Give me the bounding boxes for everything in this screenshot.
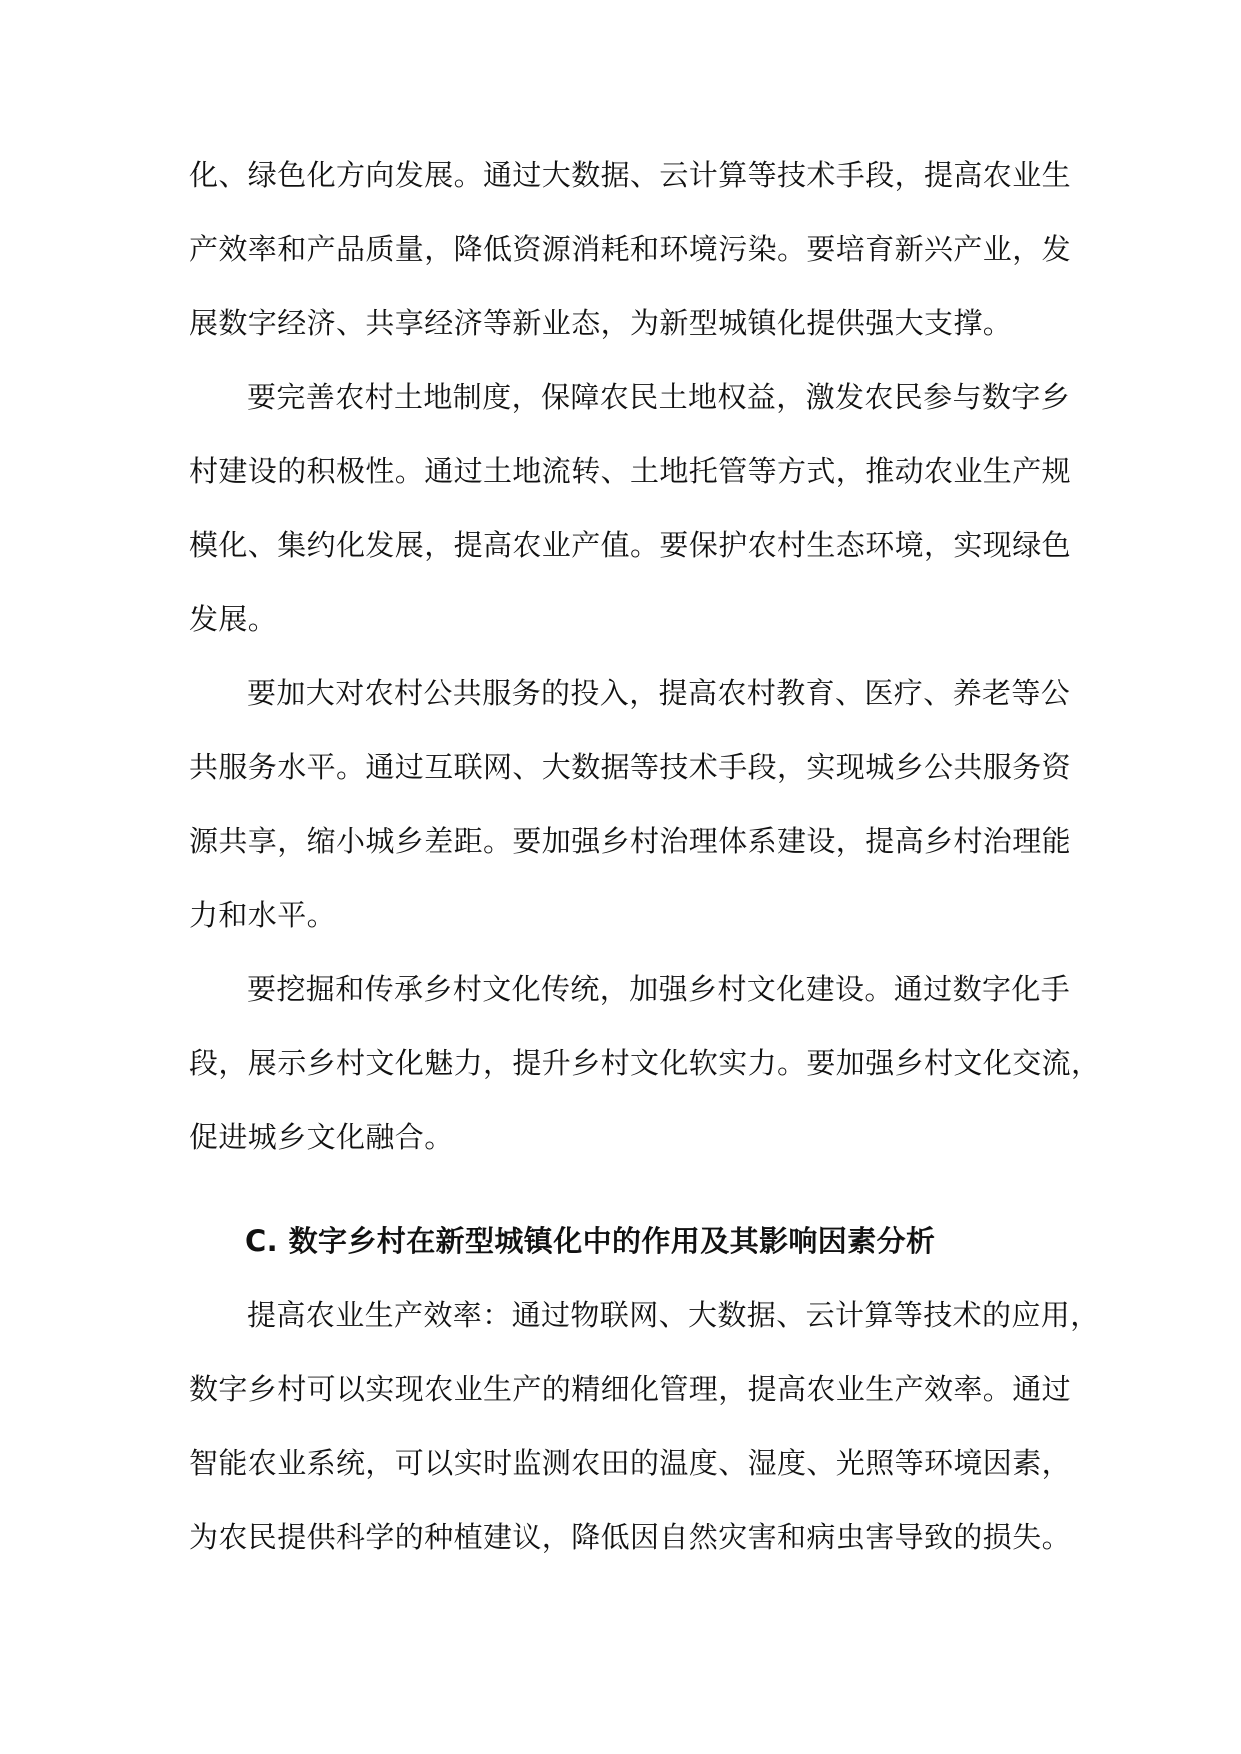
- paragraph-line: 提高农业生产效率：通过物联网、大数据、云计算等技术的应用，: [247, 1298, 1100, 1332]
- paragraph-line: 化、绿色化方向发展。通过大数据、云计算等技术手段，提高农业生: [189, 158, 1072, 192]
- paragraph-line: 数字乡村可以实现农业生产的精细化管理，提高农业生产效率。通过: [189, 1372, 1072, 1406]
- section-heading: C. 数字乡村在新型城镇化中的作用及其影响因素分析: [245, 1224, 936, 1258]
- paragraph-line: 要完善农村土地制度，保障农民土地权益，激发农民参与数字乡: [247, 380, 1071, 414]
- paragraph-line: 促进城乡文化融合。: [189, 1120, 454, 1154]
- paragraph-line: 要加大对农村公共服务的投入，提高农村教育、医疗、养老等公: [247, 676, 1071, 710]
- paragraph-line: 展数字经济、共享经济等新业态，为新型城镇化提供强大支撑。: [189, 306, 1013, 340]
- paragraph-line: 模化、集约化发展，提高农业产值。要保护农村生态环境，实现绿色: [189, 528, 1072, 562]
- paragraph-line: 段，展示乡村文化魅力，提升乡村文化软实力。要加强乡村文化交流，: [189, 1046, 1101, 1080]
- paragraph-green-development: [189, 138, 1072, 360]
- paragraph-rural-culture: [189, 952, 1101, 1174]
- paragraph-line: 产效率和产品质量，降低资源消耗和环境污染。要培育新兴产业，发: [189, 232, 1072, 266]
- paragraph-line: 发展。: [189, 602, 278, 636]
- paragraph-line: 智能农业系统，可以实时监测农田的温度、湿度、光照等环境因素，: [189, 1446, 1072, 1480]
- paragraph-line: 村建设的积极性。通过土地流转、土地托管等方式，推动农业生产规: [189, 454, 1072, 488]
- paragraph-land-system: [189, 360, 1072, 656]
- paragraph-public-services: [189, 656, 1072, 952]
- paragraph-line: 共服务水平。通过互联网、大数据等技术手段，实现城乡公共服务资: [189, 750, 1072, 784]
- document-body: [189, 138, 1101, 1574]
- paragraph-line: 力和水平。: [189, 898, 337, 932]
- paragraph-agricultural-efficiency: [189, 1278, 1100, 1574]
- paragraph-line: 要挖掘和传承乡村文化传统，加强乡村文化建设。通过数字化手: [247, 972, 1071, 1006]
- paragraph-line: 源共享，缩小城乡差距。要加强乡村治理体系建设，提高乡村治理能: [189, 824, 1072, 858]
- paragraph-line: 为农民提供科学的种植建议，降低因自然灾害和病虫害导致的损失。: [189, 1520, 1072, 1554]
